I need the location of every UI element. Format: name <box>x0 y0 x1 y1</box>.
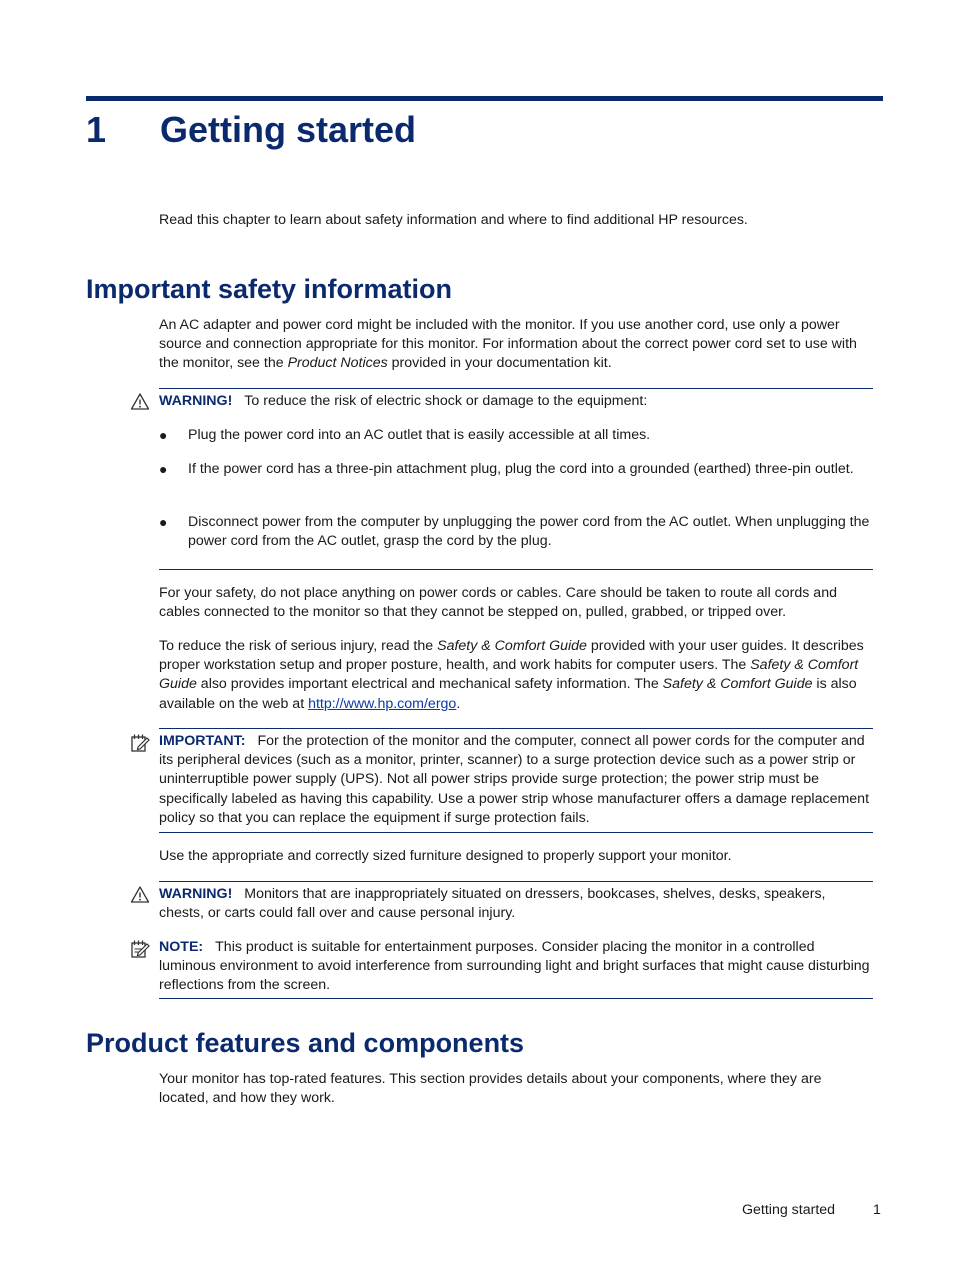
warning-triangle-icon <box>130 392 150 412</box>
safety-paragraph-2: For your safety, do not place anything on power cords or cables. Care should be taken to route all cords and cables connected to the monitor so that they cannot be stepped on, pulled, grabbed, or tripped over. <box>159 585 837 621</box>
footer-section-name: Getting started <box>742 1202 836 1218</box>
features-paragraph: Your monitor has top-rated features. This section provides details about your components, where they are located, and how they work. <box>159 1071 822 1107</box>
warning-bottom-rule <box>159 569 873 570</box>
note-label: NOTE: <box>159 939 204 955</box>
note-callout: NOTE: This product is suitable for entertainment purposes. Consider placing the monitor in a controlled luminous environment to avoid interference from surrounding light and bright surfaces that might cause disturbing reflections from the screen. <box>159 939 870 994</box>
important-top-rule <box>159 728 873 729</box>
list-item: Plug the power cord into an AC outlet that is easily accessible at all times. <box>188 427 651 443</box>
warning-label: WARNING! <box>159 886 233 902</box>
product-notices-title: Product Notices <box>287 355 388 372</box>
list-item: If the power cord has a three-pin attachment plug, plug the cord into a grounded (earthed) three-pin outlet. <box>188 461 854 477</box>
footer-page-number: 1 <box>873 1202 881 1218</box>
warning-callout-1: WARNING! To reduce the risk of electric shock or damage to the equipment: <box>159 393 648 409</box>
bullet-dot: ● <box>159 514 168 530</box>
safety-paragraph-3: To reduce the risk of serious injury, read the Safety & Comfort Guide provided with your user guides. It describes proper workstation setup and proper posture, health, and work habits for computer users. The Safety & Comfort Guide also provides important electrical and mechanical safety information. The Safety & Comfort Guide is also available on the web at http://www.hp.com/ergo. <box>159 638 864 712</box>
warning2-top-rule <box>159 881 873 882</box>
guide-title: Safety & Comfort Guide <box>437 638 587 654</box>
guide-title: Safety & Comfort Guide <box>159 657 859 693</box>
important-label: IMPORTANT: <box>159 733 246 749</box>
important-bottom-rule <box>159 832 873 833</box>
safety-paragraph-1: An AC adapter and power cord might be included with the monitor. If you use another cord, use only a power source and connection appropriate for this monitor. For information about the correct power cord set to use with the monitor, see the Product Notices provided in your documentation kit. <box>159 317 857 372</box>
warning-triangle-icon <box>130 885 150 905</box>
chapter-number: 1 <box>86 109 107 150</box>
bullet-dot: ● <box>159 427 168 443</box>
bullet-dot: ● <box>159 461 168 477</box>
safety-heading: Important safety information <box>86 274 453 304</box>
important-callout: IMPORTANT: For the protection of the monitor and the computer, connect all power cords for the computer and its peripheral devices (such as a monitor, printer, scanner) to a surge protection device such as a power strip or uninterruptible power supply (UPS). Not all power strips provide surge protection; the power strip must be specifically labeled as having this capability. Use a power strip whose manufacturer offers a damage replacement policy so that you can replace the equipment if surge protection fails. <box>159 733 870 826</box>
warning-top-rule <box>159 388 873 389</box>
chapter-top-rule <box>86 96 883 101</box>
list-item: Disconnect power from the computer by unplugging the power cord from the AC outlet. When unplugging the power cord from the AC outlet, grasp the cord by the plug. <box>188 514 870 550</box>
important-pencil-icon <box>130 733 150 753</box>
features-heading: Product features and components <box>86 1028 525 1058</box>
guide-title: Safety & Comfort Guide <box>662 676 813 693</box>
note-bottom-rule <box>159 998 873 999</box>
warning-callout-2: WARNING! Monitors that are inappropriately situated on dressers, bookcases, shelves, desks, speakers, chests, or carts could fall over and cause personal injury. <box>159 886 826 922</box>
safety-paragraph-4: Use the appropriate and correctly sized furniture designed to properly support your monitor. <box>159 848 732 864</box>
ergo-link[interactable]: http://www.hp.com/ergo <box>308 695 457 712</box>
note-pad-icon <box>130 939 150 959</box>
chapter-title: Getting started <box>160 109 417 150</box>
warning-label: WARNING! <box>159 393 233 409</box>
chapter-intro: Read this chapter to learn about safety information and where to find additional HP resources. <box>159 212 748 228</box>
